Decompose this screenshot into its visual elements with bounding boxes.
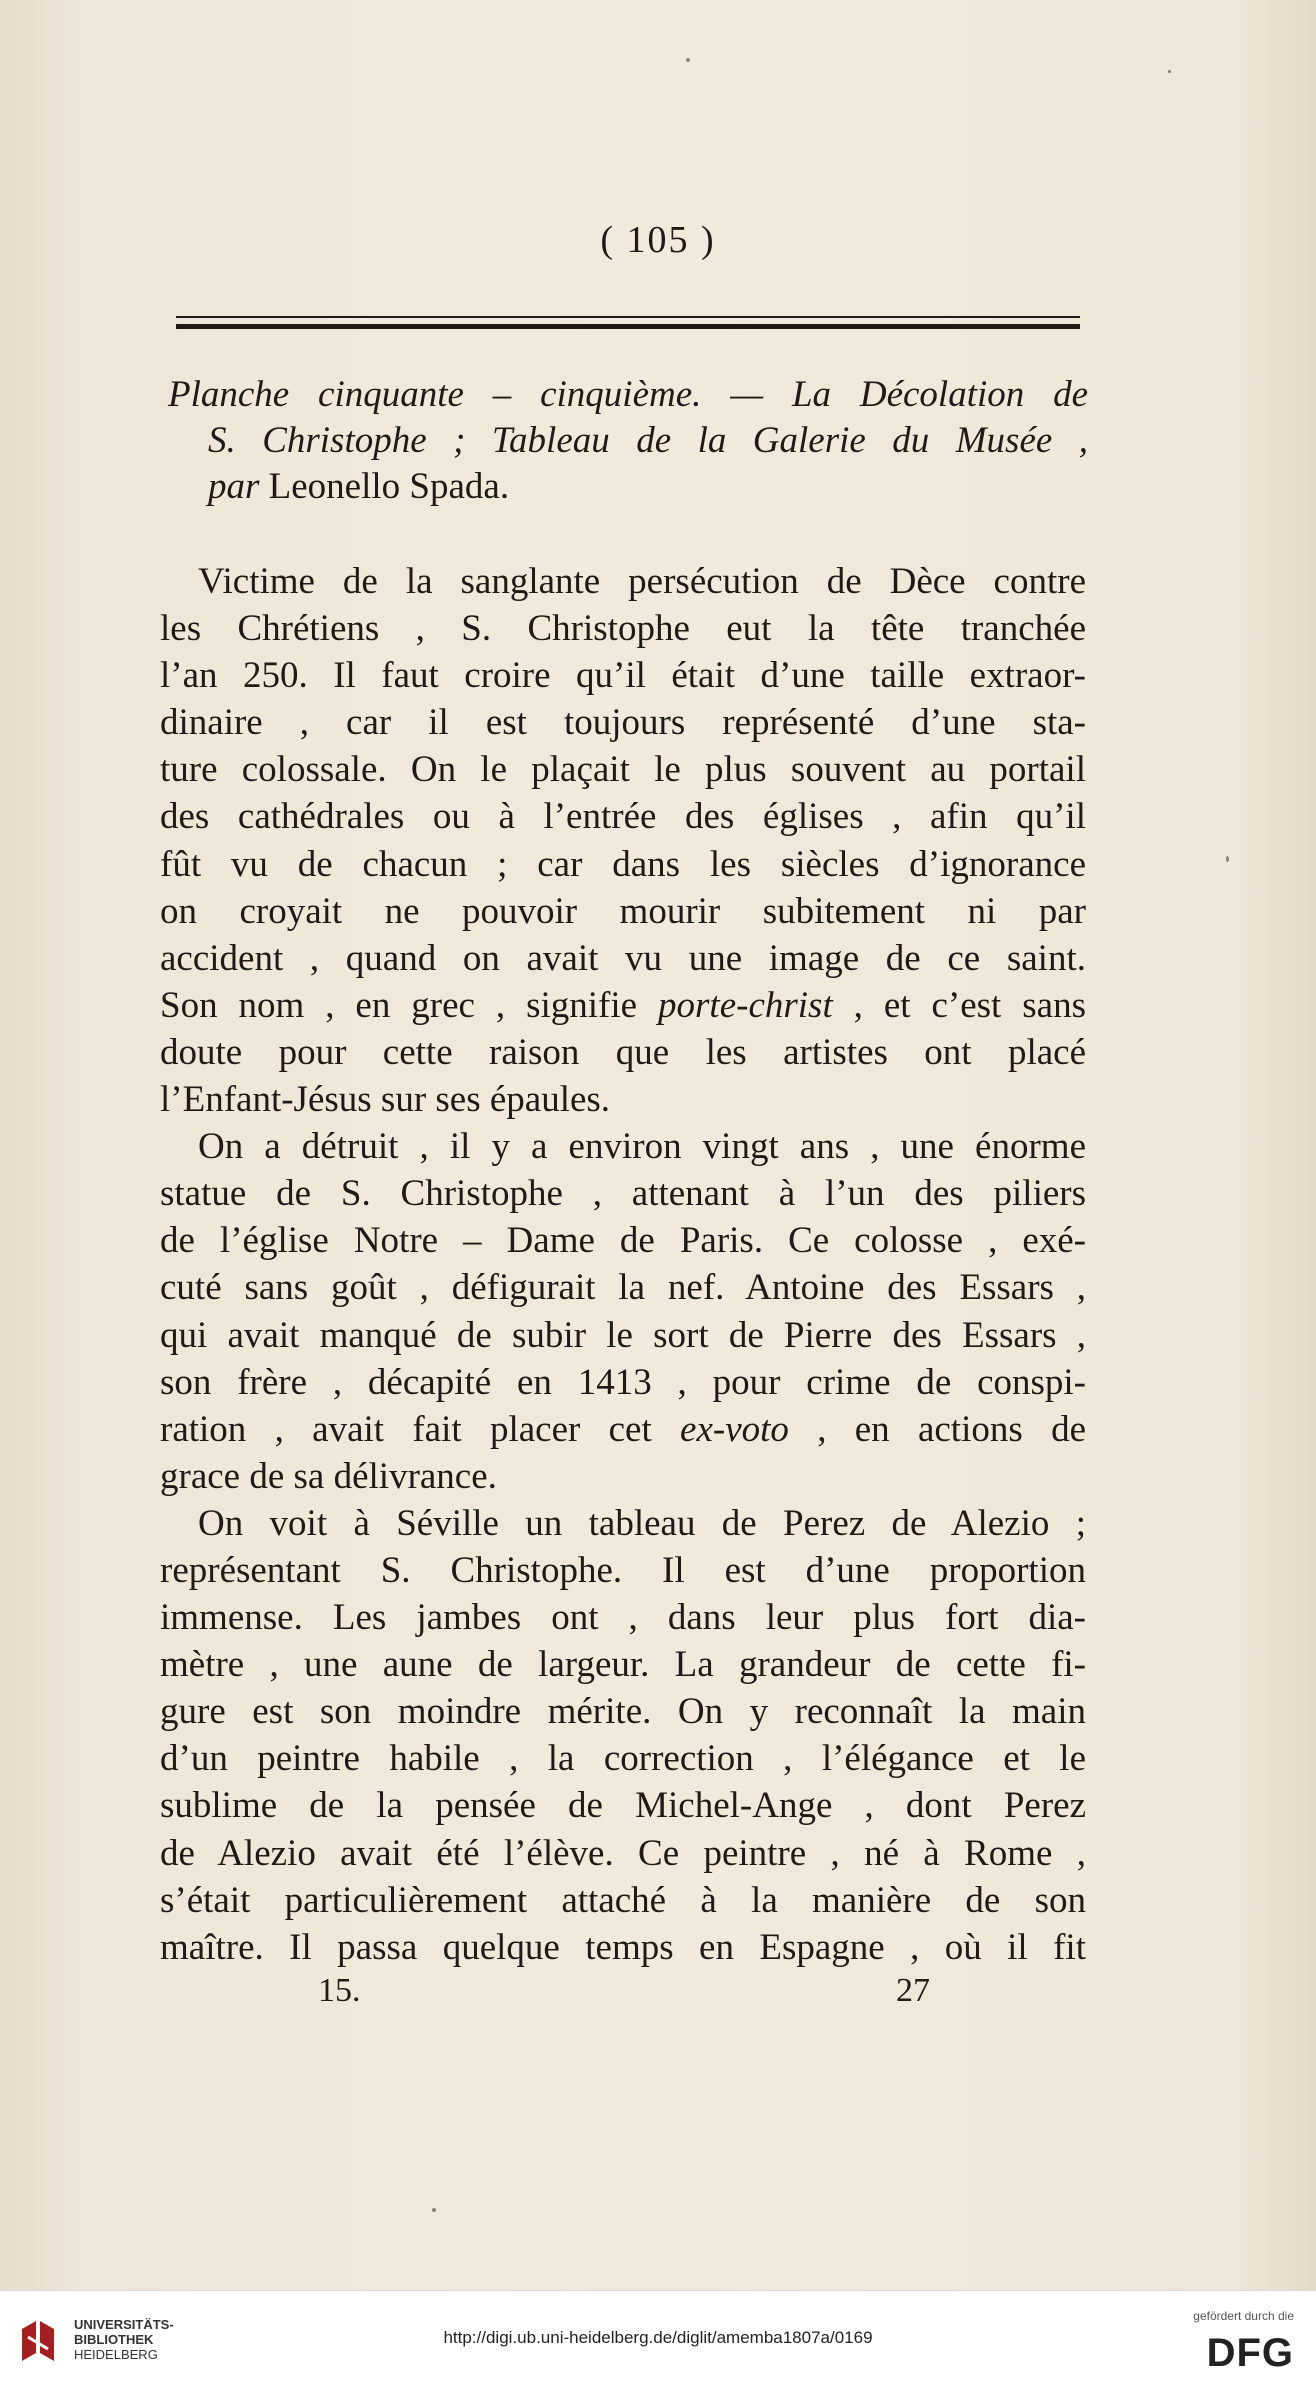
text-line	[160, 1312, 1086, 1359]
text-line	[160, 982, 1086, 1029]
paper-speck	[686, 58, 690, 62]
text-run: statue de S. Christophe , attenant à l’un des piliers	[160, 1173, 1086, 1215]
viewer-footer	[0, 2290, 1316, 2387]
paper-speck	[432, 2208, 436, 2212]
text-run: qui avait manqué de subir le sort de Pierre des Essars ,	[160, 1314, 1086, 1356]
text-run: gure est son moindre mérite. On y reconnaît la main	[160, 1691, 1086, 1733]
text-line	[160, 888, 1086, 935]
text-run: maître. Il passa quelque temps en Espagne , où il fit	[160, 1926, 1086, 1968]
text-line	[160, 1029, 1086, 1076]
text-run: Victime de la sanglante persécution de Dèce contre	[198, 561, 1086, 602]
text-run: ture colossale. On le plaçait le plus souvent au portail	[160, 749, 1086, 791]
text-line	[160, 1217, 1086, 1264]
italic-text: Planche cinquante – cinquième. — La Décolation de	[168, 374, 1088, 415]
text-line	[160, 1782, 1086, 1829]
text-line	[160, 1406, 1086, 1453]
text-run: ration , avait fait placer cet	[160, 1408, 681, 1450]
text-run: doute pour cette raison que les artistes ont placé	[160, 1031, 1086, 1073]
text-line	[160, 1877, 1086, 1924]
paper-speck	[1226, 856, 1229, 862]
text-run: son frère , décapité en 1413 , pour crime de conspi-	[160, 1361, 1086, 1403]
text-run: , et c’est sans	[832, 984, 1086, 1026]
text-line	[160, 746, 1086, 793]
text-run: cuté sans goût , défigurait la nef. Antoine des Essars ,	[160, 1267, 1086, 1309]
catchword-number: 27	[896, 1972, 930, 2009]
paper-speck	[1168, 70, 1171, 73]
text-line	[160, 1641, 1086, 1688]
text-run: l’an 250. Il faut croire qu’il était d’une taille extraor-	[160, 655, 1086, 697]
text-run: des cathédrales ou à l’entrée des églises , afin qu’il	[160, 796, 1086, 838]
text-run: mètre , une aune de largeur. La grandeur de cette fi-	[160, 1644, 1086, 1686]
dfg-logo: DFG	[1206, 2331, 1294, 2375]
text-line	[160, 1076, 1086, 1123]
text-run: d’un peintre habile , la correction , l’élégance et le	[160, 1738, 1086, 1780]
header-rule-thin	[176, 316, 1080, 318]
text-run: On voit à Séville un tableau de Perez de Alezio ;	[198, 1502, 1086, 1544]
text-line	[160, 1359, 1086, 1406]
header-rule-thick	[176, 324, 1080, 329]
text-run: dinaire , car il est toujours représenté d’une sta-	[160, 702, 1086, 744]
italic-text: porte-christ	[658, 984, 833, 1026]
signature-mark: 15.	[318, 1972, 361, 2009]
text-line	[160, 1594, 1086, 1641]
text-run: Son nom , en grec , signifie	[160, 984, 659, 1026]
text-line	[160, 1830, 1086, 1877]
page-number: ( 105 )	[600, 219, 716, 261]
text-line	[160, 1264, 1086, 1311]
permalink-url[interactable]: http://digi.ub.uni-heidelberg.de/diglit/amemba1807a/0169	[443, 2328, 873, 2347]
text-line	[160, 558, 1086, 605]
text-line	[160, 652, 1086, 699]
library-name-line: BIBLIOTHEK	[74, 2332, 154, 2347]
text-run: représentant S. Christophe. Il est d’une proportion	[160, 1549, 1086, 1591]
text-run: l’Enfant-Jésus sur ses épaules.	[160, 1079, 611, 1121]
text-run: de l’église Notre – Dame de Paris. Ce colosse , exé-	[160, 1220, 1086, 1262]
plate-heading	[168, 372, 1088, 510]
text-line	[160, 1735, 1086, 1782]
text-line	[160, 1123, 1086, 1170]
text-run: de Alezio avait été l’élève. Ce peintre , né à Rome ,	[160, 1832, 1086, 1874]
text-run: grace de sa délivrance.	[160, 1455, 497, 1497]
text-line	[168, 464, 1088, 510]
text-line	[160, 605, 1086, 652]
italic-text: par	[208, 466, 269, 507]
text-line	[160, 699, 1086, 746]
text-run: fût vu de chacun ; car dans les siècles d’ignorance	[160, 843, 1086, 885]
text-line	[168, 418, 1088, 464]
text-line	[160, 793, 1086, 840]
text-line	[168, 372, 1088, 418]
text-line	[160, 1500, 1086, 1547]
text-run: immense. Les jambes ont , dans leur plus fort dia-	[160, 1597, 1086, 1639]
text-line	[160, 1170, 1086, 1217]
text-line	[160, 841, 1086, 888]
text-run: , en actions de	[788, 1408, 1086, 1450]
italic-text: S. Christophe ; Tableau de la Galerie du Musée ,	[208, 420, 1088, 461]
text-run: s’était particulièrement attaché à la manière de son	[160, 1879, 1086, 1921]
funding-note: gefördert durch die	[1193, 2309, 1294, 2323]
text-run: on croyait ne pouvoir mourir subitement ni par	[160, 890, 1086, 932]
text-line	[160, 935, 1086, 982]
text-run: les Chrétiens , S. Christophe eut la tête tranchée	[160, 608, 1086, 650]
library-name-line: UNIVERSITÄTS-	[74, 2317, 174, 2332]
text-run: sublime de la pensée de Michel-Ange , dont Perez	[160, 1785, 1086, 1827]
text-run: accident , quand on avait vu une image de ce saint.	[160, 937, 1086, 979]
library-name-line: HEIDELBERG	[74, 2347, 158, 2362]
text-run: Leonello Spada.	[268, 466, 510, 507]
text-line	[160, 1924, 1086, 1971]
italic-text: ex-voto	[680, 1408, 789, 1450]
text-line	[160, 1688, 1086, 1735]
text-run: On a détruit , il y a environ vingt ans , une énorme	[198, 1126, 1086, 1168]
text-line	[160, 1453, 1086, 1500]
text-line	[160, 1547, 1086, 1594]
body-text	[160, 558, 1086, 1971]
